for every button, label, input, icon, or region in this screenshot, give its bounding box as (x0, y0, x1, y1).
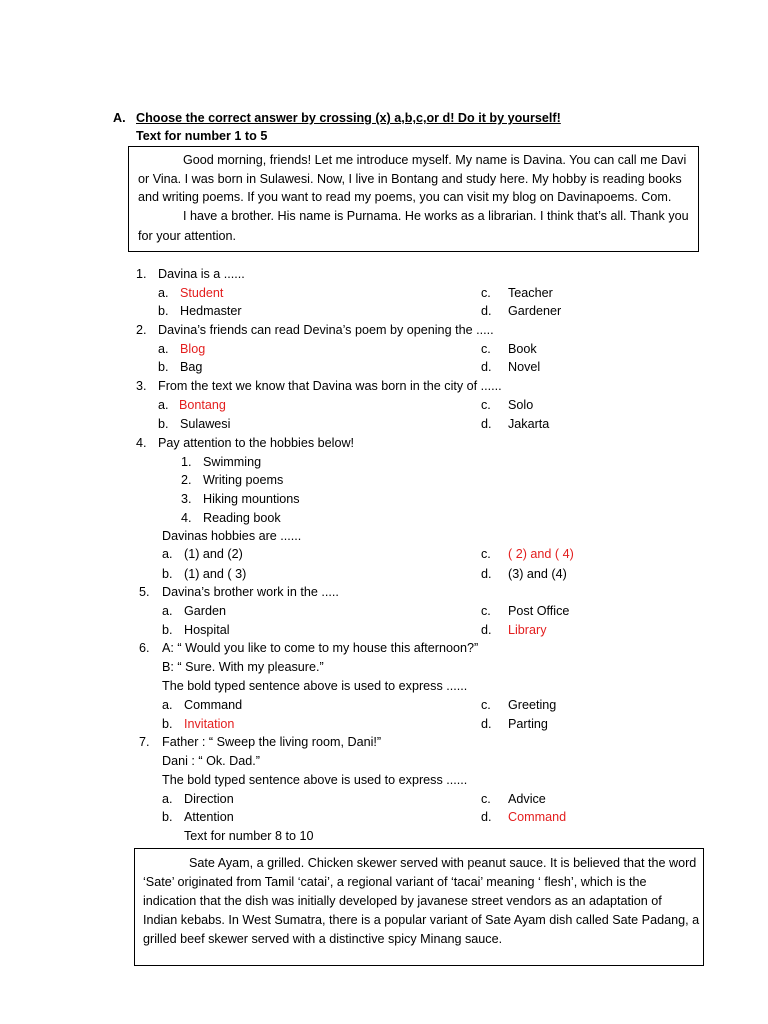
option-label-b: b. (162, 810, 173, 824)
question-5-option-b[interactable]: Hospital (184, 623, 230, 637)
question-number: 5. (139, 585, 150, 599)
text-reference-1: Text for number 1 to 5 (136, 129, 268, 143)
question-7-stem: The bold typed sentence above is used to express ...... (162, 773, 468, 787)
question-2-option-b[interactable]: Bag (180, 360, 203, 374)
option-label-a: a. (158, 398, 169, 412)
passage-2-line: grilled beef skewer served with a distinctive spicy Minang sauce. (143, 932, 503, 946)
option-label-c: c. (481, 398, 491, 412)
question-6-dialog-b: B: “ Sure. With my pleasure.” (162, 660, 324, 674)
question-1-text: Davina is a ...... (158, 267, 245, 281)
question-3-option-a[interactable]: Bontang (179, 398, 226, 412)
question-3-option-c[interactable]: Solo (508, 398, 534, 412)
passage-2-line: Sate Ayam, a grilled. Chicken skewer served with peanut sauce. It is believed that the word (189, 856, 697, 870)
option-label-b: b. (158, 417, 169, 431)
option-label-d: d. (481, 360, 492, 374)
question-4-stem: Davinas hobbies are ...... (162, 529, 302, 543)
option-label-a: a. (158, 286, 169, 300)
option-label-c: c. (481, 792, 491, 806)
option-label-a: a. (162, 604, 173, 618)
hobby-item: Swimming (203, 455, 262, 469)
text-reference-2: Text for number 8 to 10 (184, 829, 314, 843)
option-label-c: c. (481, 547, 491, 561)
passage-2-line: Indian kebabs. In West Sumatra, there is a popular variant of Sate Ayam dish called Sate Padang, a (143, 913, 700, 927)
question-7-option-c[interactable]: Advice (508, 792, 546, 806)
hobby-number: 3. (181, 492, 192, 506)
option-label-d: d. (481, 567, 492, 581)
hobby-number: 2. (181, 473, 192, 487)
section-letter: A. (113, 111, 126, 125)
hobby-item: Hiking mountions (203, 492, 300, 506)
hobby-number: 1. (181, 455, 192, 469)
option-label-b: b. (162, 717, 173, 731)
question-4-option-d[interactable]: (3) and (4) (508, 567, 567, 581)
option-label-d: d. (481, 810, 492, 824)
passage-1-line: or Vina. I was born in Sulawesi. Now, I live in Bontang and study here. My hobby is reading books (138, 172, 682, 186)
question-4-text: Pay attention to the hobbies below! (158, 436, 355, 450)
question-number: 2. (136, 323, 147, 337)
question-number: 3. (136, 379, 147, 393)
question-1-option-c[interactable]: Teacher (508, 286, 553, 300)
question-7-option-d[interactable]: Command (508, 810, 567, 824)
passage-2-line: ‘Sate’ originated from Tamil ‘catai’, a regional variant of ‘tacai’ meaning ‘ flesh’, which is the (143, 875, 647, 889)
question-number: 4. (136, 436, 147, 450)
question-4-option-b[interactable]: (1) and ( 3) (184, 567, 247, 581)
question-6-option-d[interactable]: Parting (508, 717, 548, 731)
passage-1-line: I have a brother. His name is Purnama. He works as a librarian. I think that’s all. Thank you (183, 209, 689, 223)
question-3-option-d[interactable]: Jakarta (508, 417, 550, 431)
option-label-a: a. (158, 342, 169, 356)
question-5-option-d[interactable]: Library (508, 623, 547, 637)
passage-1-line: for your attention. (138, 229, 237, 243)
option-label-a: a. (162, 547, 173, 561)
option-label-b: b. (162, 623, 173, 637)
question-5-option-c[interactable]: Post Office (508, 604, 570, 618)
question-6-stem: The bold typed sentence above is used to express ...... (162, 679, 468, 693)
question-7-dialog-a: Father : “ Sweep the living room, Dani!” (162, 735, 382, 749)
option-label-b: b. (158, 304, 169, 318)
question-number: 6. (139, 641, 150, 655)
question-6-option-a[interactable]: Command (184, 698, 243, 712)
option-label-b: b. (162, 567, 173, 581)
section-instruction: Choose the correct answer by crossing (x) a,b,c,or d! Do it by yourself! (136, 111, 561, 125)
question-3-option-b[interactable]: Sulawesi (180, 417, 231, 431)
question-4-option-a[interactable]: (1) and (2) (184, 547, 243, 561)
question-5-option-a[interactable]: Garden (184, 604, 227, 618)
question-2-text: Davina’s friends can read Devina’s poem by opening the ..... (158, 323, 494, 337)
option-label-c: c. (481, 698, 491, 712)
question-2-option-c[interactable]: Book (508, 342, 537, 356)
question-1-option-a[interactable]: Student (180, 286, 224, 300)
question-number: 1. (136, 267, 147, 281)
hobby-item: Writing poems (203, 473, 284, 487)
option-label-d: d. (481, 623, 492, 637)
option-label-b: b. (158, 360, 169, 374)
option-label-a: a. (162, 698, 173, 712)
option-label-c: c. (481, 286, 491, 300)
question-1-option-b[interactable]: Hedmaster (180, 304, 242, 318)
question-6-dialog-a: A: “ Would you like to come to my house this afternoon?” (162, 641, 479, 655)
question-7-option-b[interactable]: Attention (184, 810, 234, 824)
passage-2-line: indication that the dish was initially developed by javanese street vendors as an adaptation of (143, 894, 662, 908)
option-label-c: c. (481, 604, 491, 618)
hobby-item: Reading book (203, 511, 281, 525)
option-label-d: d. (481, 717, 492, 731)
question-3-text: From the text we know that Davina was born in the city of ...... (158, 379, 502, 393)
option-label-a: a. (162, 792, 173, 806)
question-6-option-b[interactable]: Invitation (184, 717, 235, 731)
passage-1-line: and writing poems. If you want to read my poems, you can visit my blog on Davinapoems. Com. (138, 190, 672, 204)
question-7-option-a[interactable]: Direction (184, 792, 234, 806)
question-7-dialog-b: Dani : “ Ok. Dad.” (162, 754, 260, 768)
question-6-option-c[interactable]: Greeting (508, 698, 557, 712)
option-label-d: d. (481, 417, 492, 431)
question-1-option-d[interactable]: Gardener (508, 304, 562, 318)
option-label-c: c. (481, 342, 491, 356)
question-4-option-c[interactable]: ( 2) and ( 4) (508, 547, 574, 561)
hobby-number: 4. (181, 511, 192, 525)
question-5-text: Davina’s brother work in the ..... (162, 585, 339, 599)
question-2-option-d[interactable]: Novel (508, 360, 541, 374)
passage-1-line: Good morning, friends! Let me introduce myself. My name is Davina. You can call me Davi (183, 153, 687, 167)
question-number: 7. (139, 735, 150, 749)
question-2-option-a[interactable]: Blog (180, 342, 206, 356)
option-label-d: d. (481, 304, 492, 318)
